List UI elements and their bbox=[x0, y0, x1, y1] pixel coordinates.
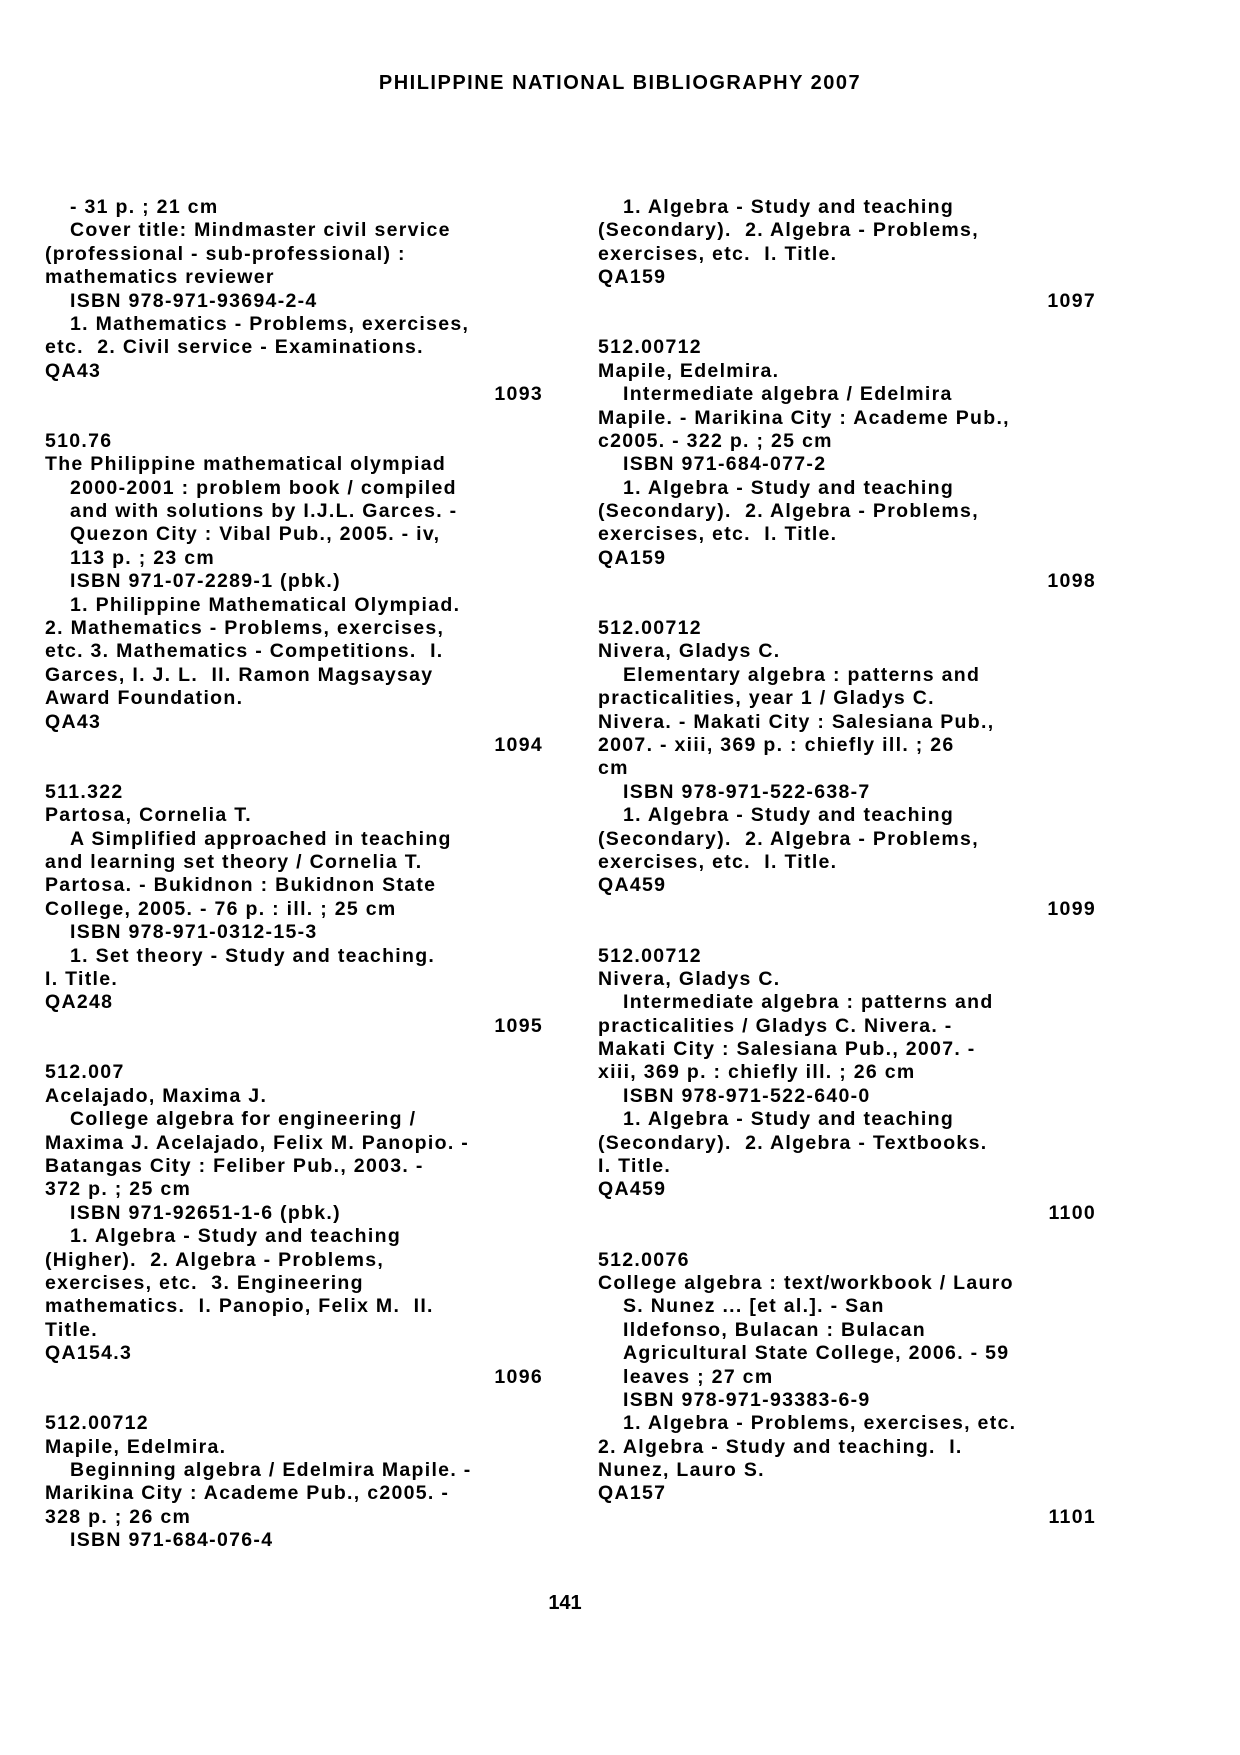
entry-line: ISBN 971-92651-1-6 (pbk.) bbox=[70, 1201, 341, 1224]
entry-line: mathematics reviewer bbox=[45, 266, 275, 289]
entry-line: QA459 bbox=[598, 874, 667, 897]
entry-line: xiii, 369 p. : chiefly ill. ; 26 cm bbox=[598, 1061, 916, 1084]
entry-line: exercises, etc. I. Title. bbox=[598, 523, 838, 546]
entry-line: and learning set theory / Cornelia T. bbox=[45, 850, 423, 873]
entry-line: Mapile, Edelmira. bbox=[45, 1435, 227, 1458]
bibliography-entry bbox=[45, 781, 543, 1062]
entry-line: practicalities / Gladys C. Nivera. - bbox=[598, 1014, 953, 1037]
entry-gap bbox=[45, 1389, 543, 1412]
entry-line: Intermediate algebra / Edelmira bbox=[623, 383, 953, 406]
entry-line: 512.007 bbox=[45, 1061, 125, 1084]
entry-line: 512.00712 bbox=[598, 944, 702, 967]
entry-gap bbox=[598, 1225, 1096, 1248]
entry-line: exercises, etc. 3. Engineering bbox=[45, 1271, 364, 1294]
entry-line: 1. Algebra - Study and teaching bbox=[623, 1108, 955, 1131]
entry-line: 1. Set theory - Study and teaching. bbox=[70, 944, 436, 967]
entry-line: 2. Algebra - Study and teaching. I. bbox=[598, 1435, 963, 1458]
entry-line: etc. 3. Mathematics - Competitions. I. bbox=[45, 640, 444, 663]
entry-number: 1093 bbox=[494, 383, 543, 406]
entry-line: 1. Algebra - Study and teaching bbox=[623, 476, 955, 499]
entry-line: 113 p. ; 23 cm bbox=[70, 546, 216, 569]
bibliography-entry bbox=[598, 617, 1096, 944]
entry-line: ISBN 978-971-0312-15-3 bbox=[70, 921, 318, 944]
entry-line: ISBN 978-971-93694-2-4 bbox=[70, 289, 318, 312]
entry-line: Nunez, Lauro S. bbox=[598, 1459, 765, 1482]
entry-line: mathematics. I. Panopio, Felix M. II. bbox=[45, 1295, 434, 1318]
entry-line: 1. Mathematics - Problems, exercises, bbox=[70, 312, 470, 335]
entry-line: cm bbox=[598, 757, 629, 780]
entry-line: S. Nunez ... [et al.]. - San bbox=[623, 1295, 885, 1318]
entry-line: Maxima J. Acelajado, Felix M. Panopio. - bbox=[45, 1131, 470, 1154]
entry-gap bbox=[45, 757, 543, 780]
entry-line: Title. bbox=[45, 1318, 98, 1341]
entry-gap bbox=[45, 407, 543, 430]
entry-line: leaves ; 27 cm bbox=[623, 1365, 774, 1388]
page-number: 141 bbox=[548, 1592, 582, 1614]
entry-line: and with solutions by I.J.L. Garces. - bbox=[70, 500, 458, 523]
bibliography-entry bbox=[598, 1249, 1096, 1530]
entry-line: Mapile, Edelmira. bbox=[598, 359, 780, 382]
entry-line: A Simplified approached in teaching bbox=[70, 827, 452, 850]
entry-line: Ildefonso, Bulacan : Bulacan bbox=[623, 1318, 926, 1341]
entry-line: Nivera, Gladys C. bbox=[598, 967, 781, 990]
bibliography-entry bbox=[598, 196, 1096, 336]
entry-number: 1099 bbox=[1047, 897, 1096, 920]
entry-line: 510.76 bbox=[45, 429, 113, 452]
entry-line: College algebra : text/workbook / Lauro bbox=[598, 1271, 1014, 1294]
entry-line: Nivera. - Makati City : Salesiana Pub., bbox=[598, 710, 995, 733]
entry-line: Nivera, Gladys C. bbox=[598, 640, 781, 663]
bibliography-entry bbox=[45, 1412, 543, 1552]
bibliography-entry bbox=[45, 196, 543, 430]
entry-line: (Secondary). 2. Algebra - Problems, bbox=[598, 500, 979, 523]
entry-gap bbox=[45, 1038, 543, 1061]
entry-line: 2. Mathematics - Problems, exercises, bbox=[45, 617, 445, 640]
entry-line: The Philippine mathematical olympiad bbox=[45, 453, 447, 476]
entry-line: Partosa. - Bukidnon : Bukidnon State bbox=[45, 874, 437, 897]
entry-line: (professional - sub-professional) : bbox=[45, 242, 406, 265]
entry-line: QA248 bbox=[45, 991, 114, 1014]
entry-gap bbox=[598, 921, 1096, 944]
entry-line: QA43 bbox=[45, 710, 102, 733]
entry-line: ISBN 971-684-077-2 bbox=[623, 453, 827, 476]
entry-line: 1. Algebra - Study and teaching bbox=[623, 804, 955, 827]
entry-line: etc. 2. Civil service - Examinations. bbox=[45, 336, 424, 359]
entry-line: 2007. - xiii, 369 p. : chiefly ill. ; 26 bbox=[598, 733, 955, 756]
entry-line: exercises, etc. I. Title. bbox=[598, 242, 838, 265]
entry-line: Intermediate algebra : patterns and bbox=[623, 991, 994, 1014]
entry-line: QA459 bbox=[598, 1178, 667, 1201]
entry-line: College, 2005. - 76 p. : ill. ; 25 cm bbox=[45, 897, 397, 920]
entry-line: Garces, I. J. L. II. Ramon Magsaysay bbox=[45, 663, 434, 686]
entry-number: 1097 bbox=[1047, 289, 1096, 312]
entry-gap bbox=[598, 313, 1096, 336]
entry-line: QA154.3 bbox=[45, 1342, 133, 1365]
entry-line: 1. Algebra - Study and teaching bbox=[623, 196, 955, 218]
entry-line: ISBN 978-971-93383-6-9 bbox=[623, 1388, 871, 1411]
entry-line: (Secondary). 2. Algebra - Problems, bbox=[598, 827, 979, 850]
entry-line: - 31 p. ; 21 cm bbox=[70, 196, 219, 218]
entry-line: QA159 bbox=[598, 266, 667, 289]
left-column bbox=[45, 196, 543, 1553]
entry-line: practicalities, year 1 / Gladys C. bbox=[598, 687, 935, 710]
entry-line: (Secondary). 2. Algebra - Problems, bbox=[598, 219, 979, 242]
entry-line: c2005. - 322 p. ; 25 cm bbox=[598, 429, 833, 452]
entry-line: ISBN 978-971-522-640-0 bbox=[623, 1084, 871, 1107]
entry-line: College algebra for engineering / bbox=[70, 1108, 417, 1131]
entry-line: (Higher). 2. Algebra - Problems, bbox=[45, 1248, 385, 1271]
entry-line: Makati City : Salesiana Pub., 2007. - bbox=[598, 1038, 976, 1061]
entry-line: ISBN 978-971-522-638-7 bbox=[623, 780, 871, 803]
page-header: PHILIPPINE NATIONAL BIBLIOGRAPHY 2007 bbox=[378, 72, 862, 94]
entry-line: Elementary algebra : patterns and bbox=[623, 663, 981, 686]
entry-line: QA159 bbox=[598, 546, 667, 569]
entry-line: exercises, etc. I. Title. bbox=[598, 850, 838, 873]
entry-line: Agricultural State College, 2006. - 59 bbox=[623, 1342, 1010, 1365]
entry-line: Partosa, Cornelia T. bbox=[45, 804, 252, 827]
entry-line: 512.00712 bbox=[45, 1412, 149, 1435]
entry-line: Marikina City : Academe Pub., c2005. - bbox=[45, 1482, 450, 1505]
entry-line: QA157 bbox=[598, 1482, 667, 1505]
entry-number: 1100 bbox=[1048, 1201, 1096, 1224]
entry-line: Cover title: Mindmaster civil service bbox=[70, 219, 451, 242]
entry-number: 1094 bbox=[494, 733, 543, 756]
entry-line: I. Title. bbox=[598, 1155, 672, 1178]
entry-line: ISBN 971-684-076-4 bbox=[70, 1529, 274, 1552]
entry-line: QA43 bbox=[45, 359, 102, 382]
entry-gap bbox=[598, 594, 1096, 617]
entry-number: 1096 bbox=[494, 1365, 543, 1388]
entry-number: 1095 bbox=[494, 1014, 543, 1037]
entry-line: 2000-2001 : problem book / compiled bbox=[70, 476, 457, 499]
entry-line: 512.0076 bbox=[598, 1248, 690, 1271]
entry-number: 1101 bbox=[1048, 1505, 1096, 1528]
right-column bbox=[598, 196, 1096, 1529]
entry-line: 512.00712 bbox=[598, 617, 702, 640]
entry-line: I. Title. bbox=[45, 967, 119, 990]
entry-line: Beginning algebra / Edelmira Mapile. - bbox=[70, 1459, 472, 1482]
entry-number: 1098 bbox=[1047, 570, 1096, 593]
bibliography-entry bbox=[45, 1061, 543, 1412]
entry-line: Mapile. - Marikina City : Academe Pub., bbox=[598, 406, 1010, 429]
bibliography-entry bbox=[45, 430, 543, 781]
entry-line: Quezon City : Vibal Pub., 2005. - iv, bbox=[70, 523, 441, 546]
entry-line: 372 p. ; 25 cm bbox=[45, 1178, 192, 1201]
entry-line: Batangas City : Feliber Pub., 2003. - bbox=[45, 1155, 424, 1178]
entry-line: 1. Algebra - Study and teaching bbox=[70, 1225, 402, 1248]
entry-line: 1. Philippine Mathematical Olympiad. bbox=[70, 593, 461, 616]
entry-line: Acelajado, Maxima J. bbox=[45, 1084, 268, 1107]
entry-line: 511.322 bbox=[45, 780, 124, 803]
entry-line: 328 p. ; 26 cm bbox=[45, 1505, 192, 1528]
entry-line: ISBN 971-07-2289-1 (pbk.) bbox=[70, 570, 341, 593]
entry-line: 512.00712 bbox=[598, 336, 702, 359]
entry-line: (Secondary). 2. Algebra - Textbooks. bbox=[598, 1131, 988, 1154]
bibliography-entry bbox=[598, 945, 1096, 1249]
entry-line: Award Foundation. bbox=[45, 687, 244, 710]
entry-line: 1. Algebra - Problems, exercises, etc. bbox=[623, 1412, 1017, 1435]
bibliography-entry bbox=[598, 336, 1096, 617]
